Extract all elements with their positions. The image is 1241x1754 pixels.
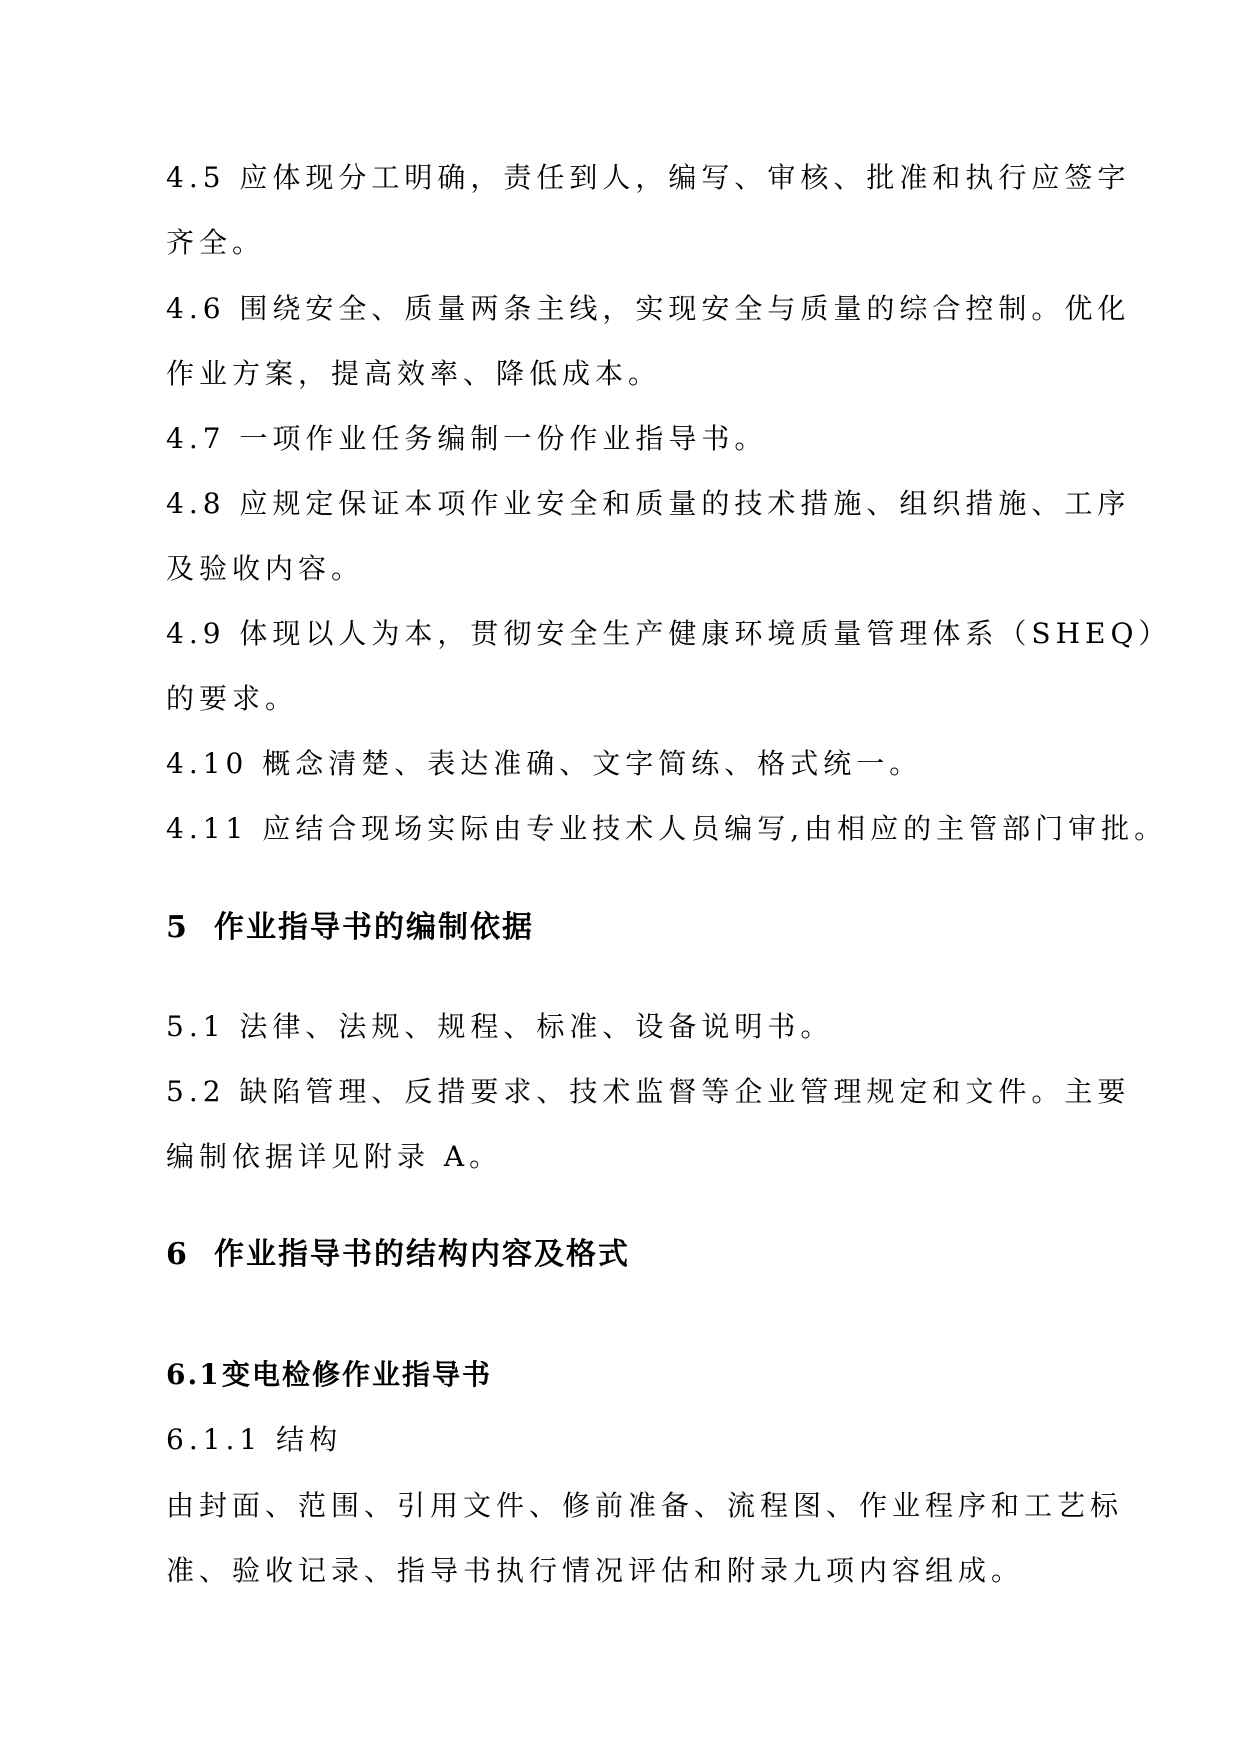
section-5-title: 作业指导书的编制依据 bbox=[214, 910, 534, 945]
clause-6-1-1: 6.1.1 结构 bbox=[166, 1423, 343, 1456]
clause-4-11: 4.11 应结合现场实际由专业技术人员编写,由相应的主管部门审批。 bbox=[166, 812, 1168, 845]
clause-4-8-line-1: 4.8 应规定保证本项作业安全和质量的技术措施、组织措施、工序 bbox=[166, 487, 1131, 520]
clause-4-9-line-1: 4.9 体现以人为本，贯彻安全生产健康环境质量管理体系（SHEQ） bbox=[166, 617, 1172, 650]
section-6-title: 作业指导书的结构内容及格式 bbox=[214, 1237, 630, 1272]
clause-4-6-line-2: 作业方案，提高效率、降低成本。 bbox=[166, 357, 662, 390]
section-6-1-title: 变电检修作业指导书 bbox=[222, 1358, 493, 1391]
structure-body-line-1: 由封面、范围、引用文件、修前准备、流程图、作业程序和工艺标 bbox=[166, 1489, 1124, 1522]
section-5-number: 5 bbox=[166, 910, 189, 945]
clause-4-6-line-1: 4.6 围绕安全、质量两条主线，实现安全与质量的综合控制。优化 bbox=[166, 292, 1131, 325]
clause-5-2-line-2: 编制依据详见附录 A。 bbox=[166, 1140, 503, 1173]
clause-4-7: 4.7 一项作业任务编制一份作业指导书。 bbox=[166, 422, 768, 455]
section-6-1-number: 6.1 bbox=[166, 1358, 221, 1391]
clause-4-9-line-2: 的要求。 bbox=[166, 682, 299, 715]
structure-body-line-2: 准、验收记录、指导书执行情况评估和附录九项内容组成。 bbox=[166, 1554, 1025, 1587]
clause-4-8-line-2: 及验收内容。 bbox=[166, 552, 365, 585]
section-6-1-heading bbox=[166, 1355, 492, 1395]
section-5-heading bbox=[166, 906, 534, 950]
clause-4-10: 4.10 概念清楚、表达准确、文字简练、格式统一。 bbox=[166, 747, 923, 780]
clause-5-2-line-1: 5.2 缺陷管理、反措要求、技术监督等企业管理规定和文件。主要 bbox=[166, 1075, 1131, 1108]
clause-5-1: 5.1 法律、法规、规程、标准、设备说明书。 bbox=[166, 1010, 834, 1043]
clause-4-5-line-2: 齐全。 bbox=[166, 226, 266, 259]
clause-4-5-line-1: 4.5 应体现分工明确，责任到人，编写、审核、批准和执行应签字 bbox=[166, 161, 1131, 194]
section-6-heading bbox=[166, 1233, 630, 1277]
section-6-number: 6 bbox=[166, 1237, 189, 1272]
